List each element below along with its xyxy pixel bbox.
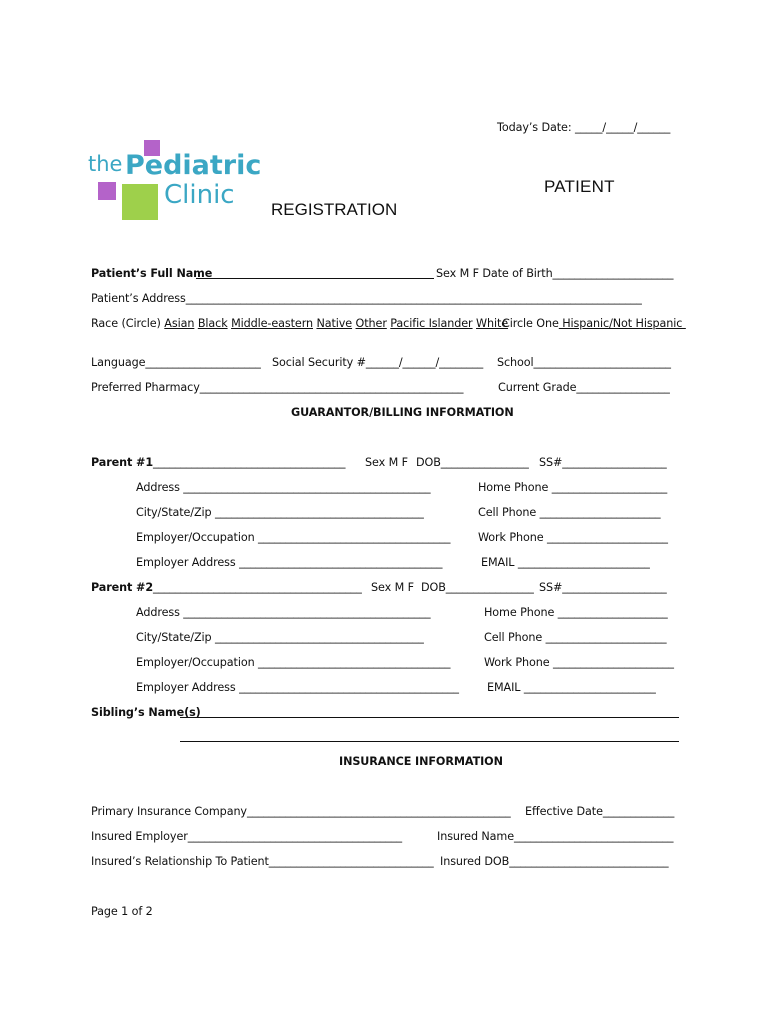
logo-word-clinic: Clinic (164, 180, 235, 210)
siblings-line-1[interactable] (180, 717, 679, 718)
parent2-cell-phone-field[interactable]: Cell Phone ______________________ (484, 631, 667, 644)
guarantor-section-title: GUARANTOR/BILLING INFORMATION (291, 406, 514, 419)
preferred-pharmacy-field[interactable]: Preferred Pharmacy________________________________________________ (91, 381, 464, 394)
parent1-sex-field[interactable]: Sex M F (365, 456, 408, 469)
language-field[interactable]: Language_____________________ (91, 356, 261, 369)
school-field[interactable]: School_________________________ (497, 356, 671, 369)
ethnicity-row (502, 317, 686, 331)
patient-sex-dob-field[interactable]: Sex M F Date of Birth______________________ (436, 267, 674, 280)
race-option-other[interactable]: Other (355, 317, 387, 330)
parent1-cell-phone-field[interactable]: Cell Phone ______________________ (478, 506, 661, 519)
parent1-home-phone-field[interactable]: Home Phone _____________________ (478, 481, 668, 494)
siblings-label: Sibling’s Name(s) (91, 706, 201, 719)
parent2-employer-occupation-field[interactable]: Employer/Occupation ___________________________________ (136, 656, 451, 669)
parent2-label: Parent #2 (91, 581, 154, 594)
ethnicity-options[interactable]: Hispanic/Not Hispanic (558, 317, 686, 330)
parent2-name-field[interactable]: ______________________________________ (153, 581, 362, 594)
insured-dob-field[interactable]: Insured DOB_____________________________ (440, 855, 669, 868)
parent2-work-phone-field[interactable]: Work Phone ______________________ (484, 656, 674, 669)
race-option-asian[interactable]: Asian (164, 317, 195, 330)
parent2-dob-field[interactable]: DOB________________ (421, 581, 534, 594)
parent1-dob-field[interactable]: DOB________________ (416, 456, 529, 469)
race-option-pacific-islander[interactable]: Pacific Islander (390, 317, 473, 330)
current-grade-field[interactable]: Current Grade_________________ (498, 381, 670, 394)
insured-relationship-field[interactable]: Insured’s Relationship To Patient______________________________ (91, 855, 434, 868)
todays-date-field[interactable]: Today’s Date: _____/_____/______ (497, 121, 671, 134)
insurance-section-title: INSURANCE INFORMATION (339, 755, 503, 768)
parent1-work-phone-field[interactable]: Work Phone ______________________ (478, 531, 668, 544)
logo-purple-square-left (98, 182, 116, 200)
parent2-address-field[interactable]: Address _____________________________________________ (136, 606, 431, 619)
parent1-email-field[interactable]: EMAIL ________________________ (481, 556, 650, 569)
parent2-home-phone-field[interactable]: Home Phone ____________________ (484, 606, 668, 619)
insured-name-field[interactable]: Insured Name_____________________________ (437, 830, 674, 843)
parent2-employer-address-field[interactable]: Employer Address ________________________________________ (136, 681, 459, 694)
parent1-employer-occupation-field[interactable]: Employer/Occupation ___________________________________ (136, 531, 451, 544)
patient-full-name-label: Patient’s Full Name (91, 267, 213, 280)
logo-word-the: the (88, 152, 123, 176)
race-option-black[interactable]: Black (197, 317, 228, 330)
social-security-field[interactable]: Social Security #______/______/________ (272, 356, 484, 369)
race-prefix-label: Race (Circle) (91, 317, 161, 330)
siblings-line-2[interactable] (180, 741, 679, 742)
race-option-middle-eastern[interactable]: Middle-eastern (231, 317, 313, 330)
pediatric-clinic-logo (88, 138, 268, 228)
insured-employer-field[interactable]: Insured Employer_______________________________________ (91, 830, 402, 843)
parent2-row (91, 581, 362, 595)
parent1-ss-field[interactable]: SS#___________________ (539, 456, 667, 469)
parent1-city-state-zip-field[interactable]: City/State/Zip ______________________________________ (136, 506, 424, 519)
patient-race-row (91, 317, 508, 331)
parent1-employer-address-field[interactable]: Employer Address _____________________________________ (136, 556, 443, 569)
logo-word-pediatric: Pediatric (125, 150, 262, 181)
parent1-name-field[interactable]: ___________________________________ (153, 456, 346, 469)
form-title-registration: REGISTRATION (271, 200, 398, 219)
parent2-sex-field[interactable]: Sex M F (371, 581, 414, 594)
patient-full-name-line[interactable] (196, 278, 434, 279)
effective-date-field[interactable]: Effective Date_____________ (525, 805, 675, 818)
race-option-white[interactable]: White (476, 317, 509, 330)
parent1-row (91, 456, 345, 470)
parent2-city-state-zip-field[interactable]: City/State/Zip ______________________________________ (136, 631, 424, 644)
parent2-email-field[interactable]: EMAIL ________________________ (487, 681, 656, 694)
circle-one-label: Circle One (502, 317, 559, 330)
patient-address-field[interactable]: Patient’s Address___________________________________________________________________________________ (91, 292, 642, 305)
parent2-ss-field[interactable]: SS#___________________ (539, 581, 667, 594)
form-title-patient: PATIENT (544, 177, 615, 196)
parent1-address-field[interactable]: Address _____________________________________________ (136, 481, 431, 494)
page-number: Page 1 of 2 (91, 905, 153, 918)
race-option-native[interactable]: Native (316, 317, 353, 330)
parent1-label: Parent #1 (91, 456, 154, 469)
primary-insurance-company-field[interactable]: Primary Insurance Company________________________________________________ (91, 805, 511, 818)
logo-green-square (122, 184, 158, 220)
